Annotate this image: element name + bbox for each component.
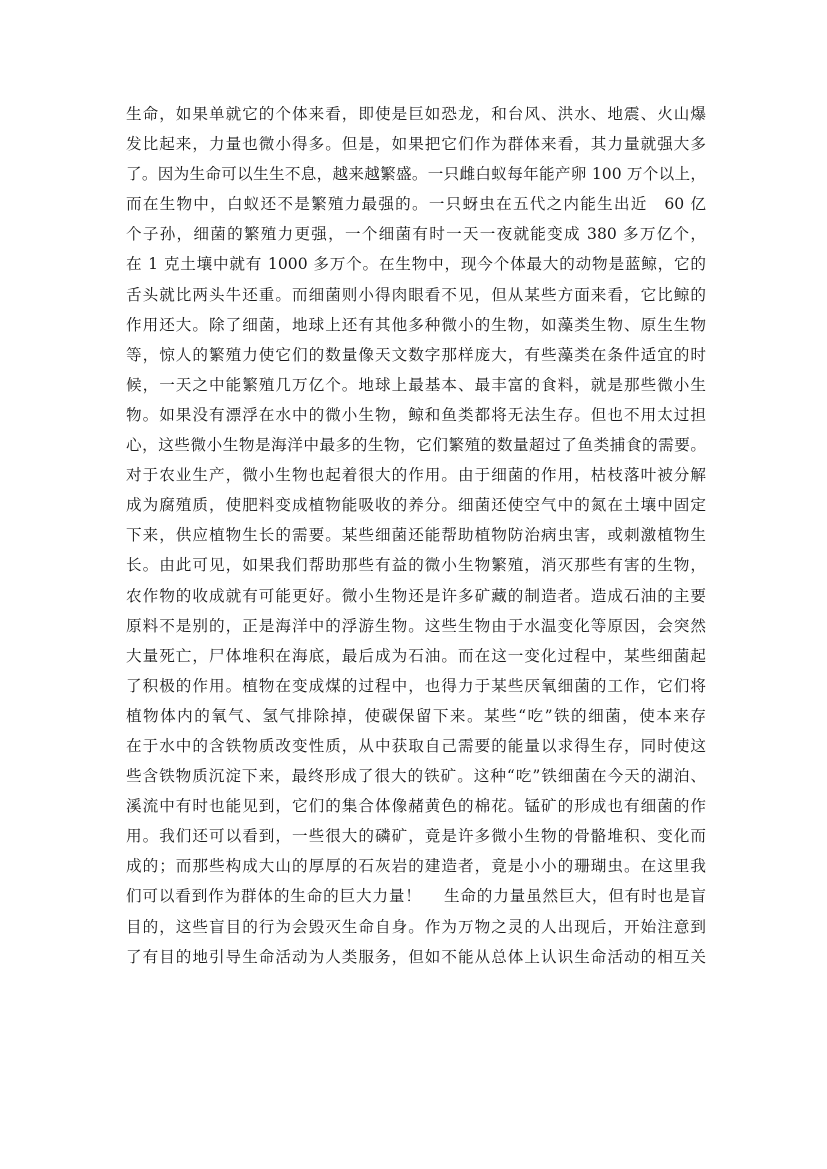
text-line: 成的；而那些构成大山的厚厚的石灰岩的建造者，竟是小小的珊瑚虫。在这里我	[126, 857, 706, 876]
text-line: 原料不是别的，正是海洋中的浮游生物。这些生物由于水温变化等原因，会突然	[126, 616, 706, 635]
text-line: 下来，供应植物生长的需要。某些细菌还能帮助植物防治病虫害，或刺激植物生	[126, 526, 706, 545]
text-line: 植物体内的氧气、氢气排除掉，使碳保留下来。某些“吃”铁的细菌，使本来存	[126, 706, 706, 725]
text-line: 些含铁物质沉淀下来，最终形成了很大的铁矿。这种“吃”铁细菌在今天的湖泊、	[126, 767, 706, 786]
text-line: 了积极的作用。植物在变成煤的过程中，也得力于某些厌氧细菌的工作，它们将	[126, 676, 706, 695]
text-line: 成为腐殖质，使肥料变成植物能吸收的养分。细菌还使空气中的氮在土壤中固定	[126, 496, 706, 515]
text-line: 长。由此可见，如果我们帮助那些有益的微小生物繁殖，消灭那些有害的生物，	[126, 556, 706, 575]
text-line: 溪流中有时也能见到，它们的集合体像赭黄色的棉花。锰矿的形成也有细菌的作	[126, 797, 706, 816]
text-line: 了。因为生命可以生生不息，越来越繁盛。一只雌白蚁每年能产卵 100 万个以上，	[126, 165, 706, 184]
text-line: 对于农业生产，微小生物也起着很大的作用。由于细菌的作用，枯枝落叶被分解	[126, 466, 706, 485]
text-line: 心，这些微小生物是海洋中最多的生物，它们繁殖的数量超过了鱼类捕食的需要。	[126, 436, 706, 455]
text-line: 作用还大。除了细菌，地球上还有其他多种微小的生物，如藻类生物、原生生物	[126, 315, 706, 334]
text-line: 们可以看到作为群体的生命的巨大力量！ 生命的力量虽然巨大，但有时也是盲	[126, 887, 706, 906]
text-line: 了有目的地引导生命活动为人类服务，但如不能从总体上认识生命活动的相互关	[126, 947, 706, 966]
text-line: 用。我们还可以看到，一些很大的磷矿，竟是许多微小生物的骨骼堆积、变化而	[126, 827, 706, 846]
text-line: 舌头就比两头牛还重。而细菌则小得肉眼看不见，但从某些方面来看，它比鲸的	[126, 285, 706, 304]
text-line: 而在生物中，白蚁还不是繁殖力最强的。一只蚜虫在五代之内能生出近 60 亿	[126, 195, 706, 214]
text-line: 等，惊人的繁殖力使它们的数量像天文数字那样庞大，有些藻类在条件适宜的时	[126, 345, 706, 364]
text-line: 在于水中的含铁物质改变性质，从中获取自己需要的能量以求得生存，同时使这	[126, 736, 706, 755]
text-line: 目的，这些盲目的行为会毁灭生命自身。作为万物之灵的人出现后，开始注意到	[126, 917, 706, 936]
text-line: 在 1 克土壤中就有 1000 多万个。在生物中，现今个体最大的动物是蓝鲸，它的	[126, 255, 706, 274]
text-line: 物。如果没有漂浮在水中的微小生物，鲸和鱼类都将无法生存。但也不用太过担	[126, 405, 706, 424]
text-line: 大量死亡，尸体堆积在海底，最后成为石油。而在这一变化过程中，某些细菌起	[126, 646, 706, 665]
text-line: 候，一天之中能繁殖几万亿个。地球上最基本、最丰富的食料，就是那些微小生	[126, 375, 706, 394]
text-line: 个子孙，细菌的繁殖力更强，一个细菌有时一天一夜就能变成 380 多万亿个，	[126, 225, 706, 244]
text-line: 农作物的收成就有可能更好。微小生物还是许多矿藏的制造者。造成石油的主要	[126, 586, 706, 605]
text-line: 生命，如果单就它的个体来看，即使是巨如恐龙，和台风、洪水、地震、火山爆	[126, 105, 706, 123]
text-line: 发比起来，力量也微小得多。但是，如果把它们作为群体来看，其力量就强大多	[126, 135, 706, 154]
body-text	[126, 99, 706, 972]
